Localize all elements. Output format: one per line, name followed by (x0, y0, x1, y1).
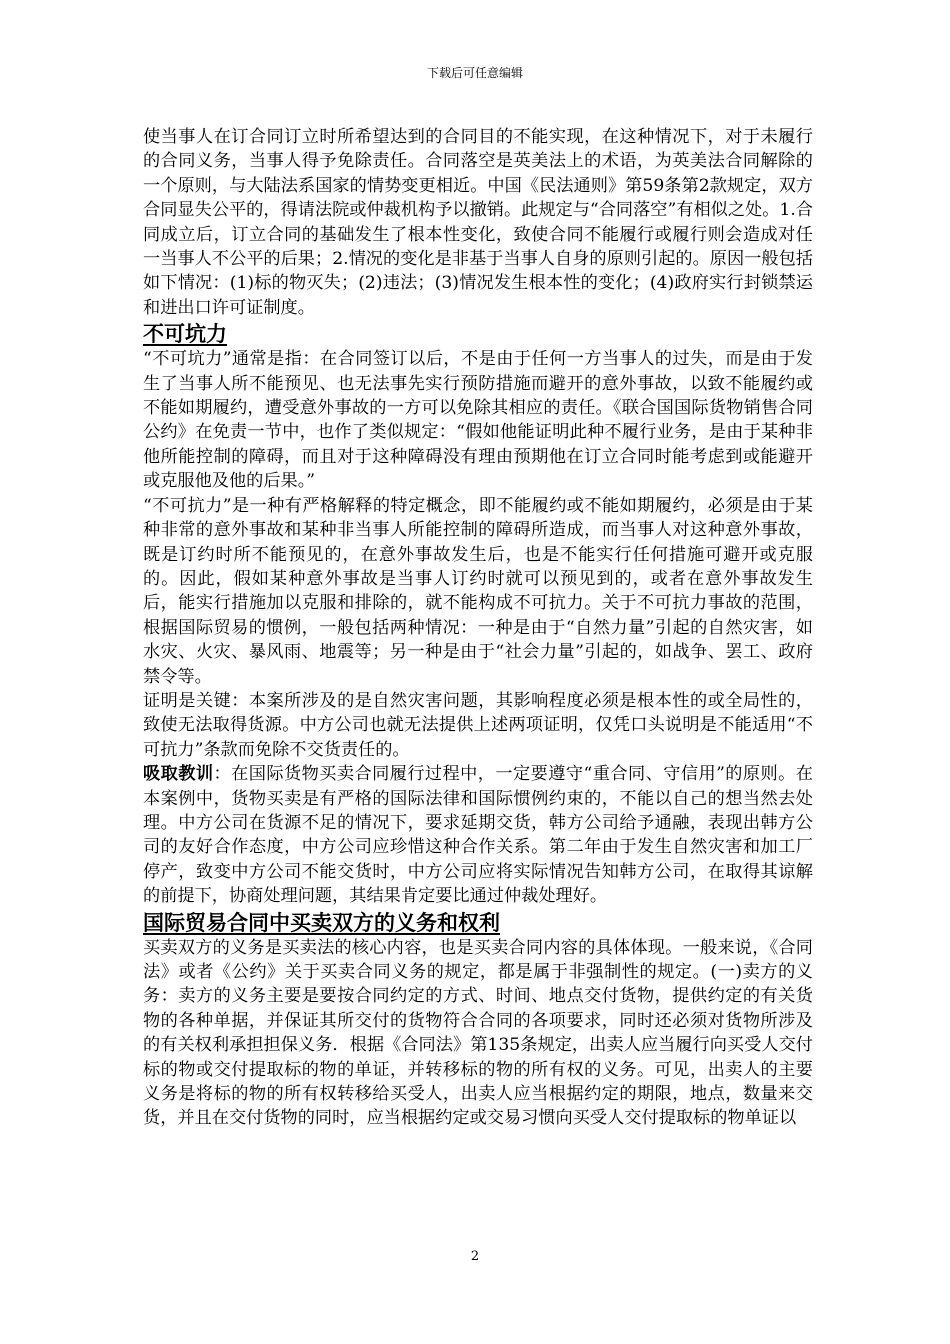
paragraph-duties: 买卖双方的义务是买卖法的核心内容，也是买卖合同内容的具体体现。一般来说，《合同法》或者《公约》关于买卖合同义务的规定，都是属于非强制性的规定。(一)卖方的义务：卖方的义务主要是要按合同约定的方式、时间、地点交付货物，提供约定的有关货物的各种单据，并保证其所交付的货物符合合同的各项要求，同时还必须对货物所涉及的有关权利承担担保义务．根据《合同法》第135条规定，出卖人应当履行向买受人交付标的物或交付提取标的物的单证，并转移标的物的所有权的义务。可见，出卖人的主要义务是将标的物的所有权转移给买受人，出卖人应当根据约定的期限，地点，数量来交货，并且在交付货物的同时，应当根据约定或交易习惯向买受人交付提取标的物单证以 (143, 937, 813, 1129)
page-header: 下载后可任意编辑 (426, 66, 523, 80)
lessons-lead: 吸取教训 (143, 764, 214, 785)
lessons-text: ：在国际货物买卖合同履行过程中，一定要遵守“重合同、守信用”的原则。在本案例中，货物买卖是有严格的国际法律和国际惯例约束的，不能以自己的想当然去处理。中方公司在货源不足的情况下，要求延期交货，韩方公司给予通融，表现出韩方公司的友好合作态度，中方公司应珍惜这种合作关系。第二年由于发生自然灾害和加工厂停产，致变中方公司不能交货时，中方公司应将实际情况告知韩方公司，在取得其谅解的前提下，协商处理问题，其结果肯定要比通过仲裁处理好。 (143, 764, 813, 907)
heading-force-majeure: 不可坑力 (143, 321, 227, 347)
paragraph-proof-is-key: 证明是关键：本案所涉及的是自然灾害问题，其影响程度必须是根本性的或全局性的，致使无法取得货源。中方公司也就无法提供上述两项证明，仅凭口头说明是不能适用“不可抗力”条款而免除不交货责任的。 (143, 690, 813, 760)
page-number: 2 (470, 1249, 480, 1264)
document-body (143, 125, 813, 1131)
heading-buyer-seller-duties: 国际贸易合同中买卖双方的义务和权利 (143, 909, 500, 935)
paragraph-force-majeure-definition: “不可坑力”通常是指：在合同签订以后，不是由于任何一方当事人的过失，而是由于发生了当事人所不能预见、也无法事先实行预防措施而避开的意外事故，以致不能履约或不能如期履约，遭受意外事故的一方可以免除其相应的责任。《联合国国际货物销售合同公约》在免责一节中，也作了类似规定：“假如他能证明此种不履行业务，是由于某种非他所能控制的障碍，而且对于这种障碍没有理由预期他在订立合同时能考虑到或能避开或克服他及他的后果。” (143, 349, 813, 492)
paragraph-frustration: 使当事人在订合同订立时所希望达到的合同目的不能实现，在这种情况下，对于未履行的合同义务，当事人得予免除责任。合同落空是英美法上的术语，为英美法合同解除的一个原则，与大陆法系国家的情势变更相近。中国《民法通则》第59条第2款规定，双方合同显失公平的，得请法院或仲裁机构予以撤销。此规定与“合同落空”有相似之处。1.合同成立后，订立合同的基础发生了根本性变化，致使合同不能履行或履行则会造成对任一当事人不公平的后果；2.情况的变化是非基于当事人自身的原则引起的。原因一般包括如下情况：(1)标的物灭失；(2)违法；(3)情况发生根本性的变化；(4)政府实行封锁禁运和进出口许可证制度。 (143, 127, 813, 318)
paragraph-force-majeure-concept: “不可抗力”是一种有严格解释的特定概念，即不能履约或不能如期履约，必须是由于某种非常的意外事故和某种非当事人所能控制的障碍所造成，而当事人对这种意外事故，既是订约时所不能预见的，在意外事故发生后，也是不能实行任何措施可避开或克服的。因此，假如某种意外事故是当事人订约时就可以预见到的，或者在意外事故发生后，能实行措施加以克服和排除的，就不能构成不可抗力。关于不可抗力事故的范围，根据国际贸易的惯例，一般包括两种情况：一种是由于“自然力量”引起的自然灾害，如水灾、火灾、暴风雨、地震等；另一种是由于“社会力量”引起的，如战争、罢工、政府禁令等。 (143, 495, 813, 687)
paragraph-lessons (143, 762, 813, 908)
